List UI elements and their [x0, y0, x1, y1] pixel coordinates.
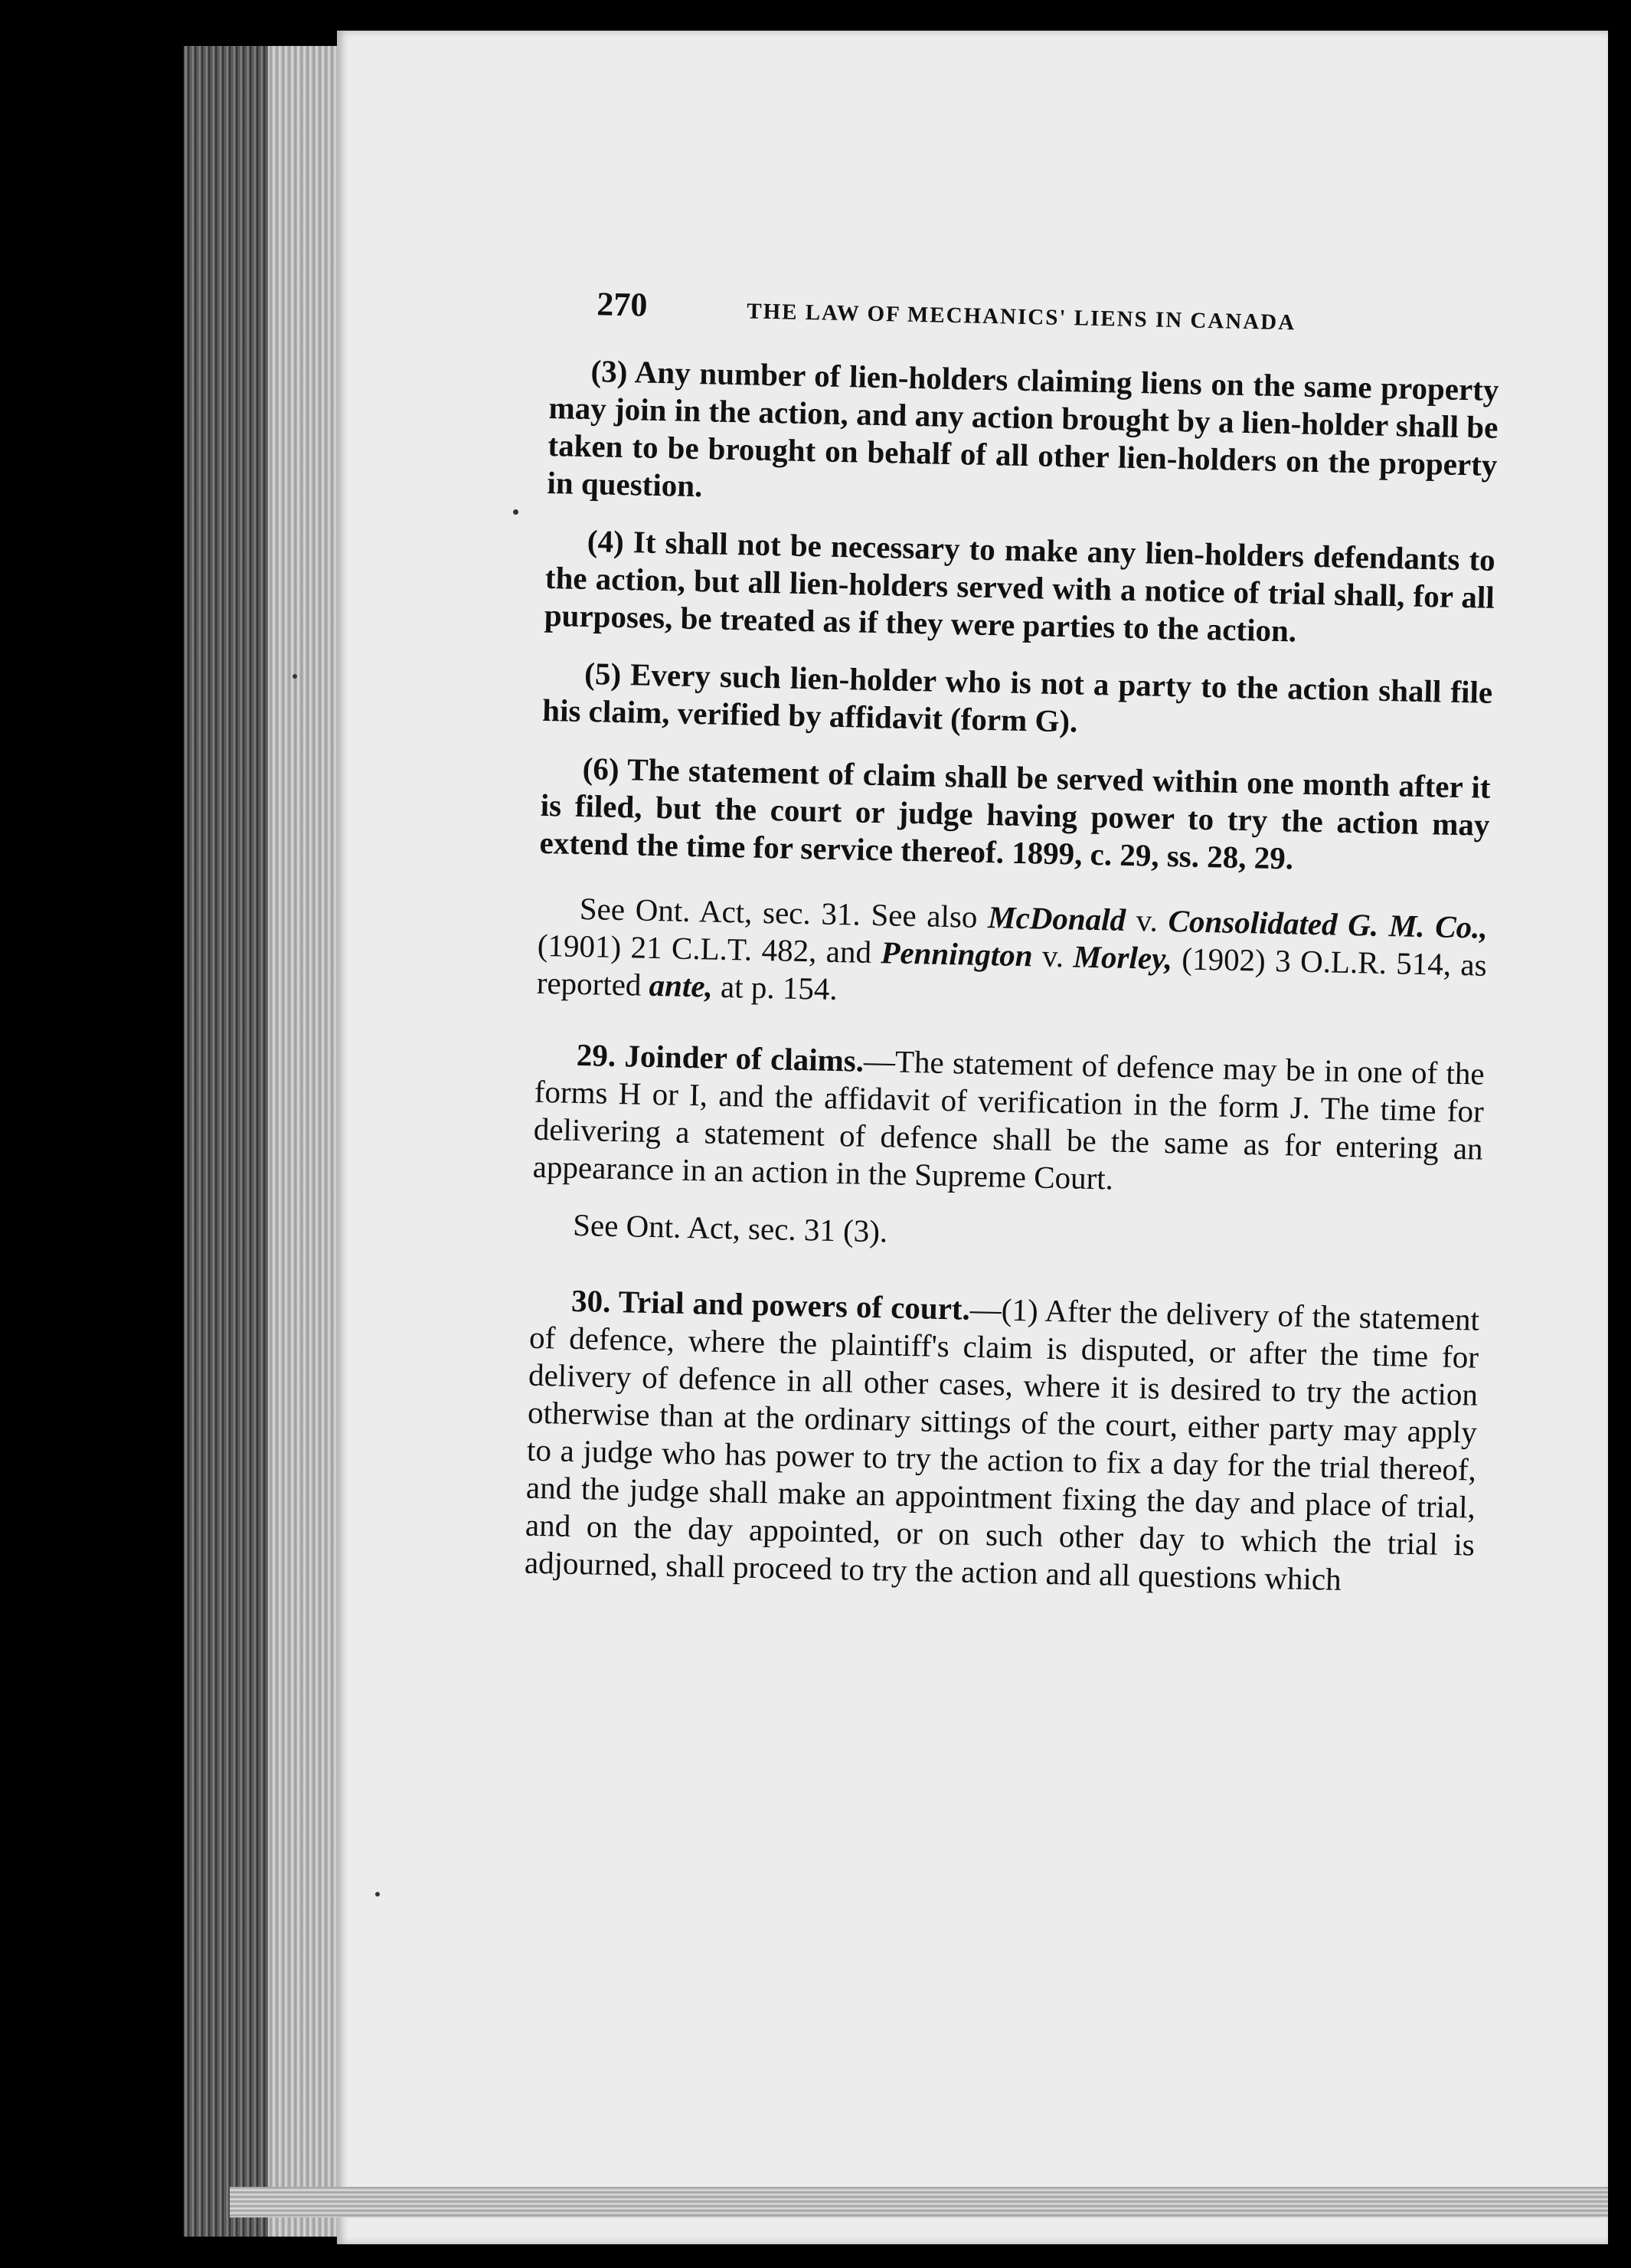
note-citation: (1901) 21 C.L.T. 482, and [537, 927, 881, 970]
running-title: THE LAW OF MECHANICS' LIENS IN CANADA [746, 299, 1296, 335]
paragraph-5: (5) Every such lien-holder who is not a party to the action shall file his claim, verified by affidavit (form G). [541, 656, 1493, 739]
note-citation: (1902) 3 O.L.R. 514, as reported [536, 941, 1488, 1003]
paragraph-3: (3) Any number of lien-holders claiming liens on the same property may join in the action, and any action brought by a lien-holder shall be taken to be brought on behalf of all other lien-holders on the property in question. [547, 353, 1499, 504]
case-name: Morley, [1073, 938, 1173, 977]
note-end: at p. 154. [712, 968, 838, 1007]
note-v: v. [1032, 938, 1074, 974]
page-number: 270 [596, 285, 648, 324]
section-30 [525, 1281, 1480, 1602]
note-lead: See Ont. Act, sec. 31. See also [579, 890, 989, 935]
section-30-text: —(1) After the delivery of the statement of defence, where the plaintiff's claim is disputed, or after the time for delivery of defence in all other cases, where it is desired to try the action otherwise than at the ordinary sittings of the court, either party may apply to a judge who has power to try the action to fix a day for the trial thereof, and the judge shall make an appointment fixing the day and place of trial, and on the day appointed, or on such other day to which the trial is adjourned, shall proceed to try the action and all questions which [524, 1291, 1480, 1597]
note-v: v. [1125, 902, 1169, 939]
case-name: Consolidated G. M. Co., [1168, 903, 1489, 945]
case-name: McDonald [987, 899, 1126, 938]
text-block [524, 283, 1501, 1622]
section-29-text: —The statement of defence may be in one of the forms H or I, and the affidavit of verification in the form J. The time for delivering a statement of defence shall be the same as for entering an appearance in an action in the Supreme Court. [532, 1042, 1486, 1196]
note-ont-act-31 [536, 889, 1488, 1022]
scan-speck [375, 1892, 380, 1897]
section-29 [532, 1036, 1485, 1206]
section-30-heading: 30. Trial and powers of court. [570, 1282, 971, 1327]
page-bottom-edge [230, 2187, 1608, 2217]
paragraph-6: (6) The statement of claim shall be served within one month after it is filed, but the court or judge having power to try the action may extend the time for service thereof. 1899, c. 29, ss. 28, 29. [539, 750, 1491, 876]
note-ont-act-31-3: See Ont. Act, sec. 31 (3). [572, 1206, 888, 1249]
ante-ref: ante, [649, 967, 714, 1004]
scan-speck [293, 674, 297, 679]
paragraph-4: (4) It shall not be necessary to make any lien-holders defendants to the action, but all lien-holders served with a notice of trial shall, for all purposes, be treated as if they were parties to the action. [544, 523, 1496, 649]
section-29-heading: 29. Joinder of claims. [576, 1036, 865, 1078]
scan-speck [513, 509, 518, 515]
case-name: Pennington [880, 934, 1034, 974]
book-edge-light [268, 46, 337, 2237]
